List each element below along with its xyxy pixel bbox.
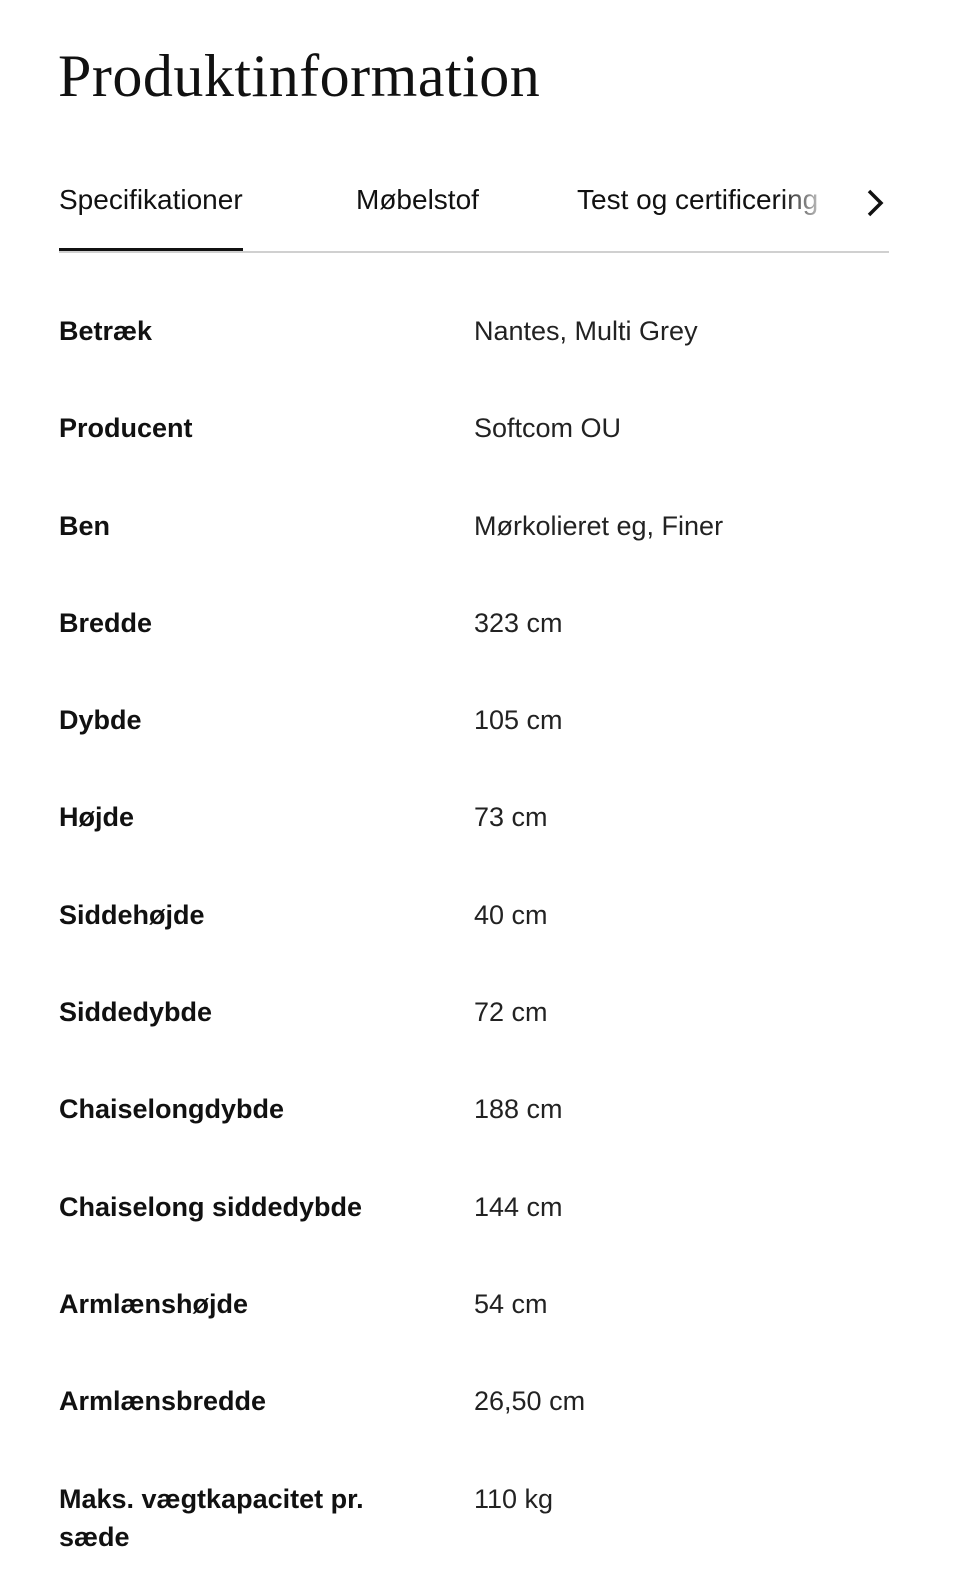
spec-value: 72 cm [474, 997, 548, 1028]
spec-label: Armlænshøjde [59, 1288, 249, 1319]
tab-mobelstof[interactable]: Møbelstof [356, 184, 479, 215]
spec-value: 26,50 cm [474, 1386, 586, 1417]
spec-row [59, 1254, 889, 1351]
spec-row [59, 1157, 889, 1254]
spec-row [59, 962, 889, 1059]
spec-label: Bredde [59, 607, 153, 638]
chevron-right-icon[interactable] [864, 188, 886, 218]
spec-row [59, 476, 889, 573]
spec-label: Chaiselongdybde [59, 1094, 285, 1125]
spec-row [59, 1351, 889, 1448]
spec-row [59, 281, 889, 378]
spec-row [59, 1449, 889, 1552]
spec-label: Dybde [59, 705, 142, 736]
spec-label: Producent [59, 413, 193, 444]
spec-value: Mørkolieret eg, Finer [474, 510, 724, 541]
spec-label: Betræk [59, 316, 153, 346]
page-title: Produktinformation [58, 43, 541, 109]
spec-value: 323 cm [474, 607, 563, 638]
tab-specifikationer[interactable]: Specifikationer [59, 184, 243, 215]
tab-test-og-certificering[interactable]: Test og certificering [577, 184, 819, 215]
spec-value: 73 cm [474, 802, 548, 833]
spec-row [59, 767, 889, 864]
spec-value: Softcom OU [474, 413, 622, 444]
spec-value: 54 cm [474, 1288, 548, 1319]
spec-value: 105 cm [474, 705, 563, 736]
spec-row [59, 573, 889, 670]
spec-label: Siddedybde [59, 997, 213, 1028]
spec-value: 188 cm [474, 1094, 563, 1125]
spec-row [59, 865, 889, 962]
spec-value: 110 kg [474, 1483, 554, 1514]
spec-label: Maks. vægtkapacitet pr. sæde [59, 1483, 364, 1552]
spec-row [59, 1059, 889, 1156]
spec-label: Siddehøjde [59, 899, 205, 930]
spec-value: Nantes, Multi Grey [474, 316, 698, 346]
tab-bar [59, 180, 889, 253]
spec-value: 40 cm [474, 899, 548, 930]
spec-label: Højde [59, 802, 135, 833]
spec-label: Chaiselong siddedybde [59, 1191, 363, 1222]
spec-row [59, 378, 889, 475]
spec-row [59, 670, 889, 767]
spec-value: 144 cm [474, 1191, 563, 1222]
specifications-table [59, 281, 889, 1552]
spec-label: Armlænsbredde [59, 1386, 267, 1417]
spec-label: Ben [59, 510, 111, 541]
